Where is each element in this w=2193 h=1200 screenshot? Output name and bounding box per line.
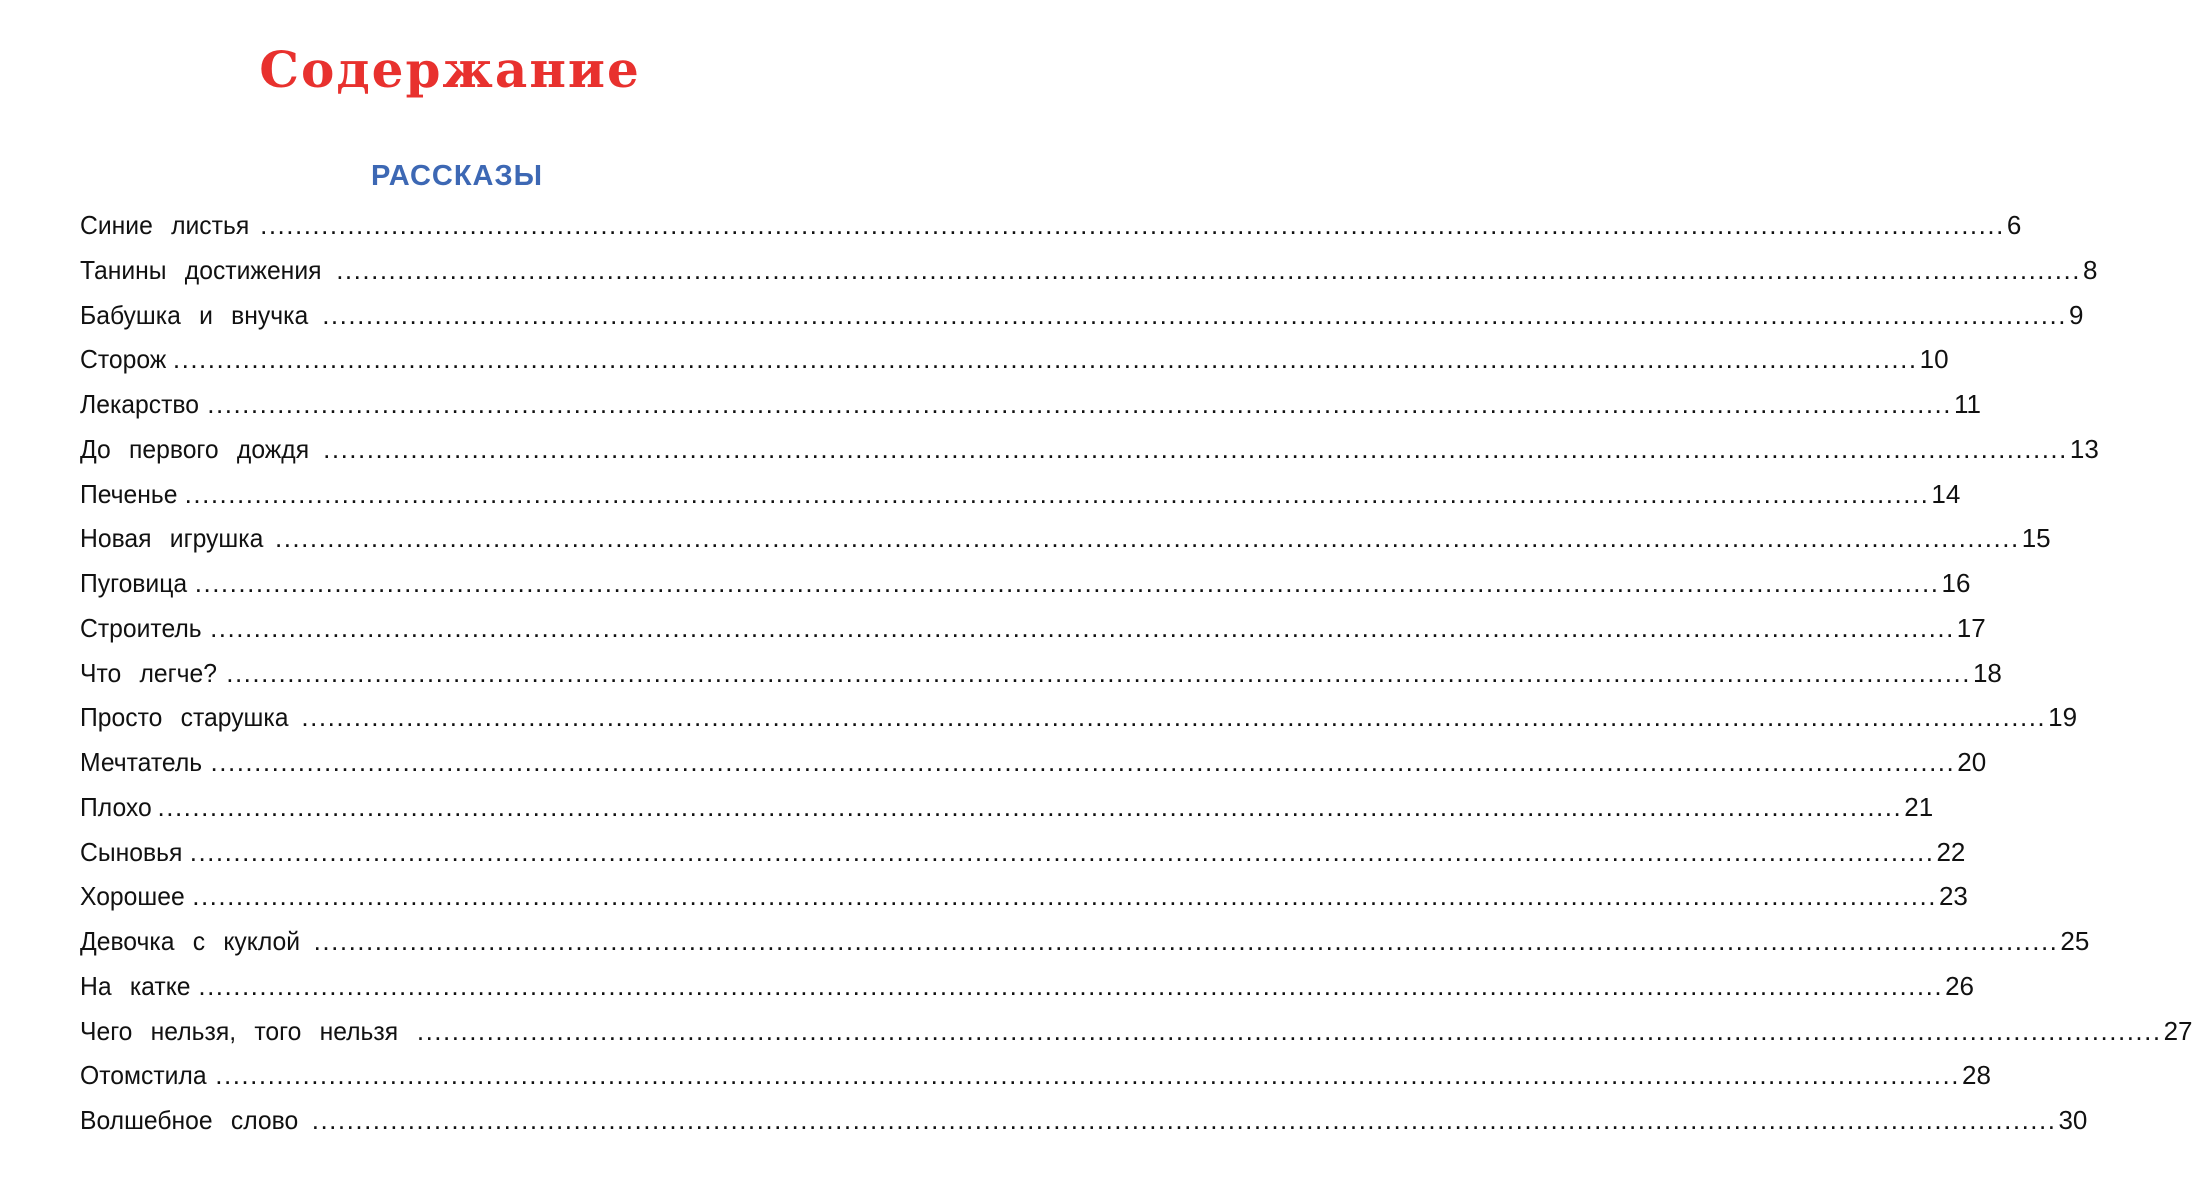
toc-entry-title: Мечтатель xyxy=(80,747,203,777)
dot-leader: ........................................................................................................................................................................................................ xyxy=(313,926,2059,956)
toc-entry[interactable] xyxy=(80,695,2078,740)
toc-entry-title: На катке xyxy=(80,970,191,1001)
toc-entry-title: Пуговица xyxy=(80,568,188,598)
toc-entry[interactable] xyxy=(80,1053,1991,1098)
toc-entry[interactable] xyxy=(80,830,1966,875)
toc-entry[interactable] xyxy=(80,561,1971,606)
toc-entry[interactable] xyxy=(80,427,2099,472)
toc-entry[interactable] xyxy=(80,337,1949,382)
toc-entry-title: Девочка с куклой xyxy=(80,926,301,956)
section-heading: РАССКАЗЫ xyxy=(370,160,544,192)
toc-entry-title: Чего нельзя, того нельзя xyxy=(80,1015,399,1046)
toc-entry-title: Бабушка и внучка xyxy=(80,299,309,330)
dot-leader: ........................................................................................................................................................................................................ xyxy=(274,523,2020,554)
toc-entry-page: 10 xyxy=(1919,344,1949,375)
dot-leader: ........................................................................................................................................................................................................ xyxy=(210,612,1955,643)
toc-entry-page: 27 xyxy=(2163,1015,2193,1046)
table-of-contents xyxy=(80,203,2193,1143)
toc-entry[interactable] xyxy=(80,248,2098,293)
toc-entry-page: 18 xyxy=(1972,657,2002,688)
toc-entry[interactable] xyxy=(80,293,2084,338)
toc-entry-page: 25 xyxy=(2060,926,2090,956)
toc-entry-page: 19 xyxy=(2048,702,2078,733)
toc-entry[interactable] xyxy=(80,740,1987,785)
toc-entry-title: Сторож xyxy=(80,344,167,375)
toc-entry-page: 14 xyxy=(1931,478,1961,509)
dot-leader: ........................................................................................................................................................................................................ xyxy=(207,389,1953,419)
toc-entry[interactable] xyxy=(80,964,1974,1009)
toc-entry-title: Плохо xyxy=(80,791,152,822)
toc-entry-page: 8 xyxy=(2082,254,2098,285)
toc-entry[interactable] xyxy=(80,472,1961,517)
page-title: Содержание xyxy=(259,40,641,99)
toc-entry-page: 6 xyxy=(2006,210,2022,240)
dot-leader: ........................................................................................................................................................................................................ xyxy=(226,657,1971,688)
dot-leader: ........................................................................................................................................................................................................ xyxy=(260,210,2005,240)
toc-entry-page: 26 xyxy=(1945,970,1974,1001)
toc-entry-page: 13 xyxy=(2069,433,2099,464)
dot-leader: ........................................................................................................................................................................................................ xyxy=(172,344,1918,375)
toc-entry-page: 30 xyxy=(2058,1105,2088,1135)
dot-leader: ........................................................................................................................................................................................................ xyxy=(322,299,2067,330)
dot-leader: ........................................................................................................................................................................................................ xyxy=(416,1015,2162,1046)
toc-entry-page: 9 xyxy=(2068,299,2084,330)
toc-entry-title: Волшебное слово xyxy=(80,1105,299,1135)
toc-entry[interactable] xyxy=(80,785,1934,830)
toc-entry-title: Лекарство xyxy=(80,389,200,419)
dot-leader: ........................................................................................................................................................................................................ xyxy=(194,568,1940,598)
dot-leader: ........................................................................................................................................................................................................ xyxy=(323,433,2068,464)
toc-entry[interactable] xyxy=(80,382,1982,427)
toc-entry[interactable] xyxy=(80,651,2002,696)
toc-entry-page: 21 xyxy=(1904,791,1934,822)
toc-entry-title: Сыновья xyxy=(80,836,183,867)
toc-entry-title: Просто старушка xyxy=(80,702,289,733)
toc-entry[interactable] xyxy=(80,203,2022,248)
toc-entry-page: 15 xyxy=(2021,523,2051,554)
toc-entry-title: Что легче? xyxy=(80,657,218,688)
dot-leader: ........................................................................................................................................................................................................ xyxy=(157,791,1903,822)
dot-leader: ........................................................................................................................................................................................................ xyxy=(189,836,1935,867)
dot-leader: ........................................................................................................................................................................................................ xyxy=(215,1060,1960,1091)
toc-entry-page: 11 xyxy=(1954,389,1982,419)
toc-entry-page: 23 xyxy=(1938,881,1968,912)
toc-entry-page: 22 xyxy=(1936,836,1966,867)
dot-leader: ........................................................................................................................................................................................................ xyxy=(210,747,1956,777)
toc-entry[interactable] xyxy=(80,516,2051,561)
toc-entry[interactable] xyxy=(80,919,2090,964)
toc-entry-page: 16 xyxy=(1941,568,1971,598)
toc-entry-page: 28 xyxy=(1961,1060,1991,1091)
toc-entry-title: Печенье xyxy=(80,478,178,509)
toc-entry-title: До первого дождя xyxy=(80,433,310,464)
dot-leader: ........................................................................................................................................................................................................ xyxy=(311,1105,2057,1135)
toc-entry[interactable] xyxy=(80,606,1986,651)
dot-leader: ........................................................................................................................................................................................................ xyxy=(192,881,1937,912)
dot-leader: ........................................................................................................................................................................................................ xyxy=(336,254,2081,285)
toc-entry-title: Отомстила xyxy=(80,1060,207,1091)
toc-entry-title: Новая игрушка xyxy=(80,523,264,554)
dot-leader: ........................................................................................................................................................................................................ xyxy=(301,702,2047,733)
toc-entry-title: Танины достижения xyxy=(80,254,322,285)
dot-leader: ........................................................................................................................................................................................................ xyxy=(184,478,1930,509)
toc-entry[interactable] xyxy=(80,1098,2088,1143)
dot-leader: ........................................................................................................................................................................................................ xyxy=(198,970,1944,1001)
toc-entry-title: Синие листья xyxy=(80,210,250,240)
toc-entry[interactable] xyxy=(80,874,1968,919)
toc-entry[interactable] xyxy=(80,1009,2193,1054)
toc-entry-title: Хорошее xyxy=(80,881,185,912)
toc-entry-page: 20 xyxy=(1957,747,1987,777)
toc-entry-page: 17 xyxy=(1956,612,1986,643)
toc-entry-title: Строитель xyxy=(80,612,202,643)
